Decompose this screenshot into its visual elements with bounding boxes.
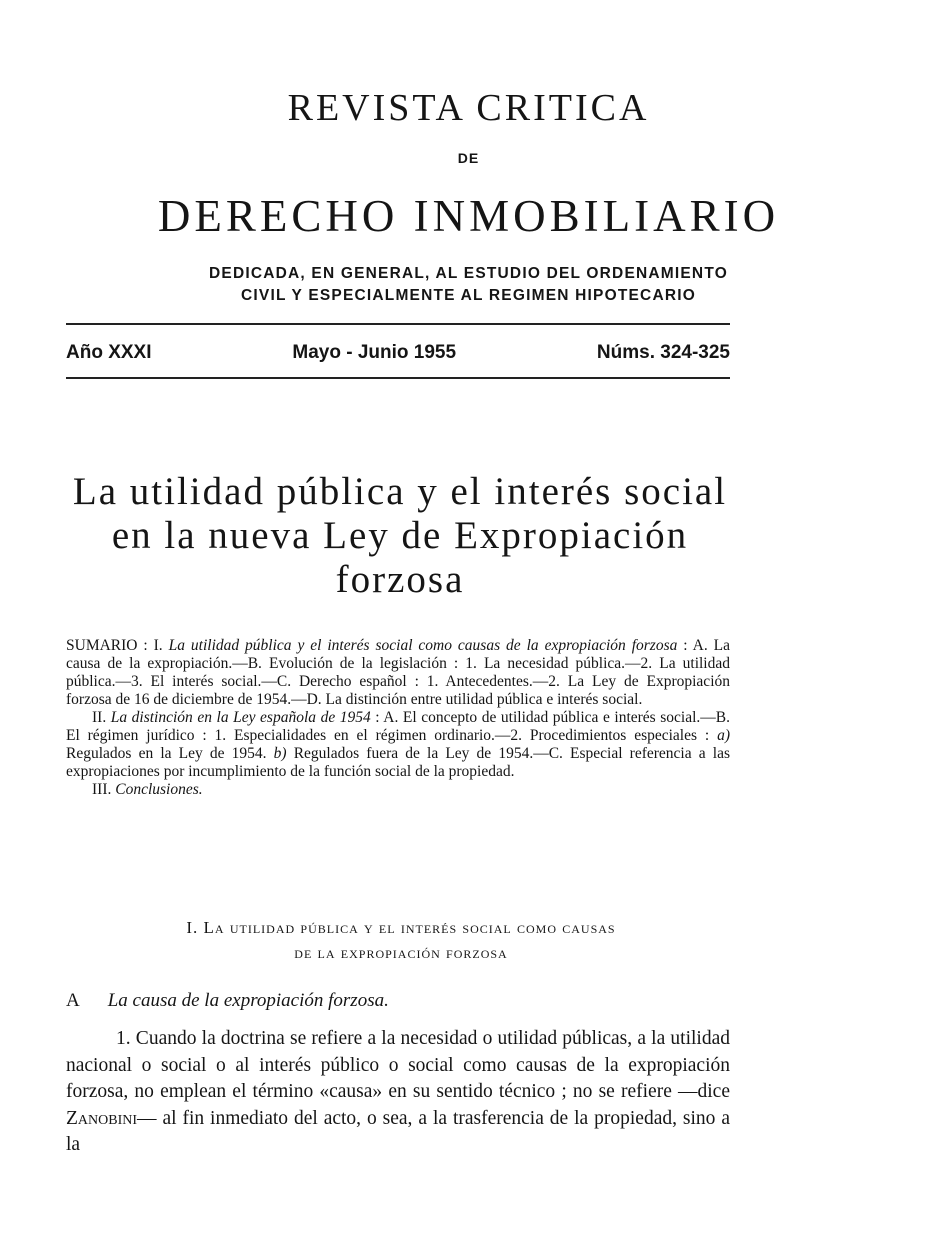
body-text <box>66 1026 730 1159</box>
summary-item-1-text: : A. La causa de la expropiación.—B. Evolución de la legislación : 1. La necesidad pública.—2. La utilidad pública.—3. El interés social.—C. Derecho español : 1. Antecedentes.—2. La Ley de Expropiación forzosa de 16 de diciembre de 1954.—D. La distinción entre utilidad pública e interés social. <box>66 637 730 708</box>
article-title-line1: La utilidad pública y el interés social <box>72 470 728 513</box>
issue-date: Mayo - Junio 1955 <box>292 342 457 363</box>
subsection-heading <box>66 990 389 1012</box>
summary-item-2 <box>66 709 730 781</box>
issue-year: Año XXXI <box>66 342 152 363</box>
subsection-title: La causa de la expropiación forzosa. <box>107 990 389 1011</box>
summary-item-2-text-b: Regulados en la Ley de 1954. <box>66 745 274 762</box>
summary-item-3 <box>66 781 730 799</box>
summary-label: SUMARIO : <box>66 637 148 654</box>
section-heading-line2: de la expropiación forzosa <box>294 943 508 962</box>
dedication-line1: DEDICADA, EN GENERAL, AL ESTUDIO DEL ORDENAMIENTO <box>209 265 728 282</box>
summary-item-2-text: : A. El concepto de utilidad pública e interés social.—B. El régimen jurídico : 1. Especialidades en el régimen ordinario.—2. Procedimientos especiales : <box>66 709 730 744</box>
journal-title-connector: DE <box>457 150 480 166</box>
summary-item-2-title: La distinción en la Ley española de 1954 <box>110 709 371 726</box>
summary-item-1-title: La utilidad pública y el interés social como causas de la expropiación forzosa <box>168 637 678 654</box>
bottom-rule <box>66 377 730 379</box>
issue-numbers: Núms. 324-325 <box>596 342 730 363</box>
journal-title-line1: REVISTA CRITICA <box>287 87 650 129</box>
article-title <box>60 470 740 602</box>
summary-item-1 <box>66 637 730 709</box>
dedication-line2: CIVIL Y ESPECIALMENTE AL REGIMEN HIPOTECARIO <box>241 287 696 304</box>
article-title-line3: forzosa <box>335 558 465 601</box>
section-heading-line1: I. La utilidad pública y el interés social como causas <box>186 918 616 937</box>
body-text-part2: — al fin inmediato del acto, o sea, a la trasferencia de la propiedad, sino a la <box>66 1107 730 1155</box>
section-heading <box>96 915 706 965</box>
summary-item-2-b: b) <box>273 745 287 762</box>
summary-item-2-number: II. <box>92 709 111 726</box>
summary-item-2-text-c: Regulados fuera de la Ley de 1954.—C. Especial referencia a las expropiaciones por incumplimiento de la función social de la propiedad. <box>66 745 730 780</box>
journal-dedication <box>0 263 937 307</box>
summary-item-2-a: a) <box>717 727 730 744</box>
subsection-letter: A <box>66 990 80 1011</box>
article-title-line2: en la nueva Ley de Expropiación <box>111 514 689 557</box>
issue-info <box>66 342 730 364</box>
summary-item-1-number: I. <box>147 637 169 654</box>
article-summary <box>66 637 730 799</box>
summary-item-3-title: Conclusiones. <box>115 781 203 798</box>
body-paragraph <box>66 1026 730 1159</box>
summary-item-3-number: III. <box>92 781 116 798</box>
body-text-part1: 1. Cuando la doctrina se refiere a la necesidad o utilidad públicas, a la utilidad nacional o social o al interés público o social como causas de la expropiación forzosa, no emplean el término «causa» en su sentido técnico ; no se refiere —dice <box>66 1028 730 1102</box>
cited-author: Zanobini <box>66 1107 138 1129</box>
journal-title-line2: DERECHO INMOBILIARIO <box>157 191 780 241</box>
top-rule <box>66 323 730 325</box>
